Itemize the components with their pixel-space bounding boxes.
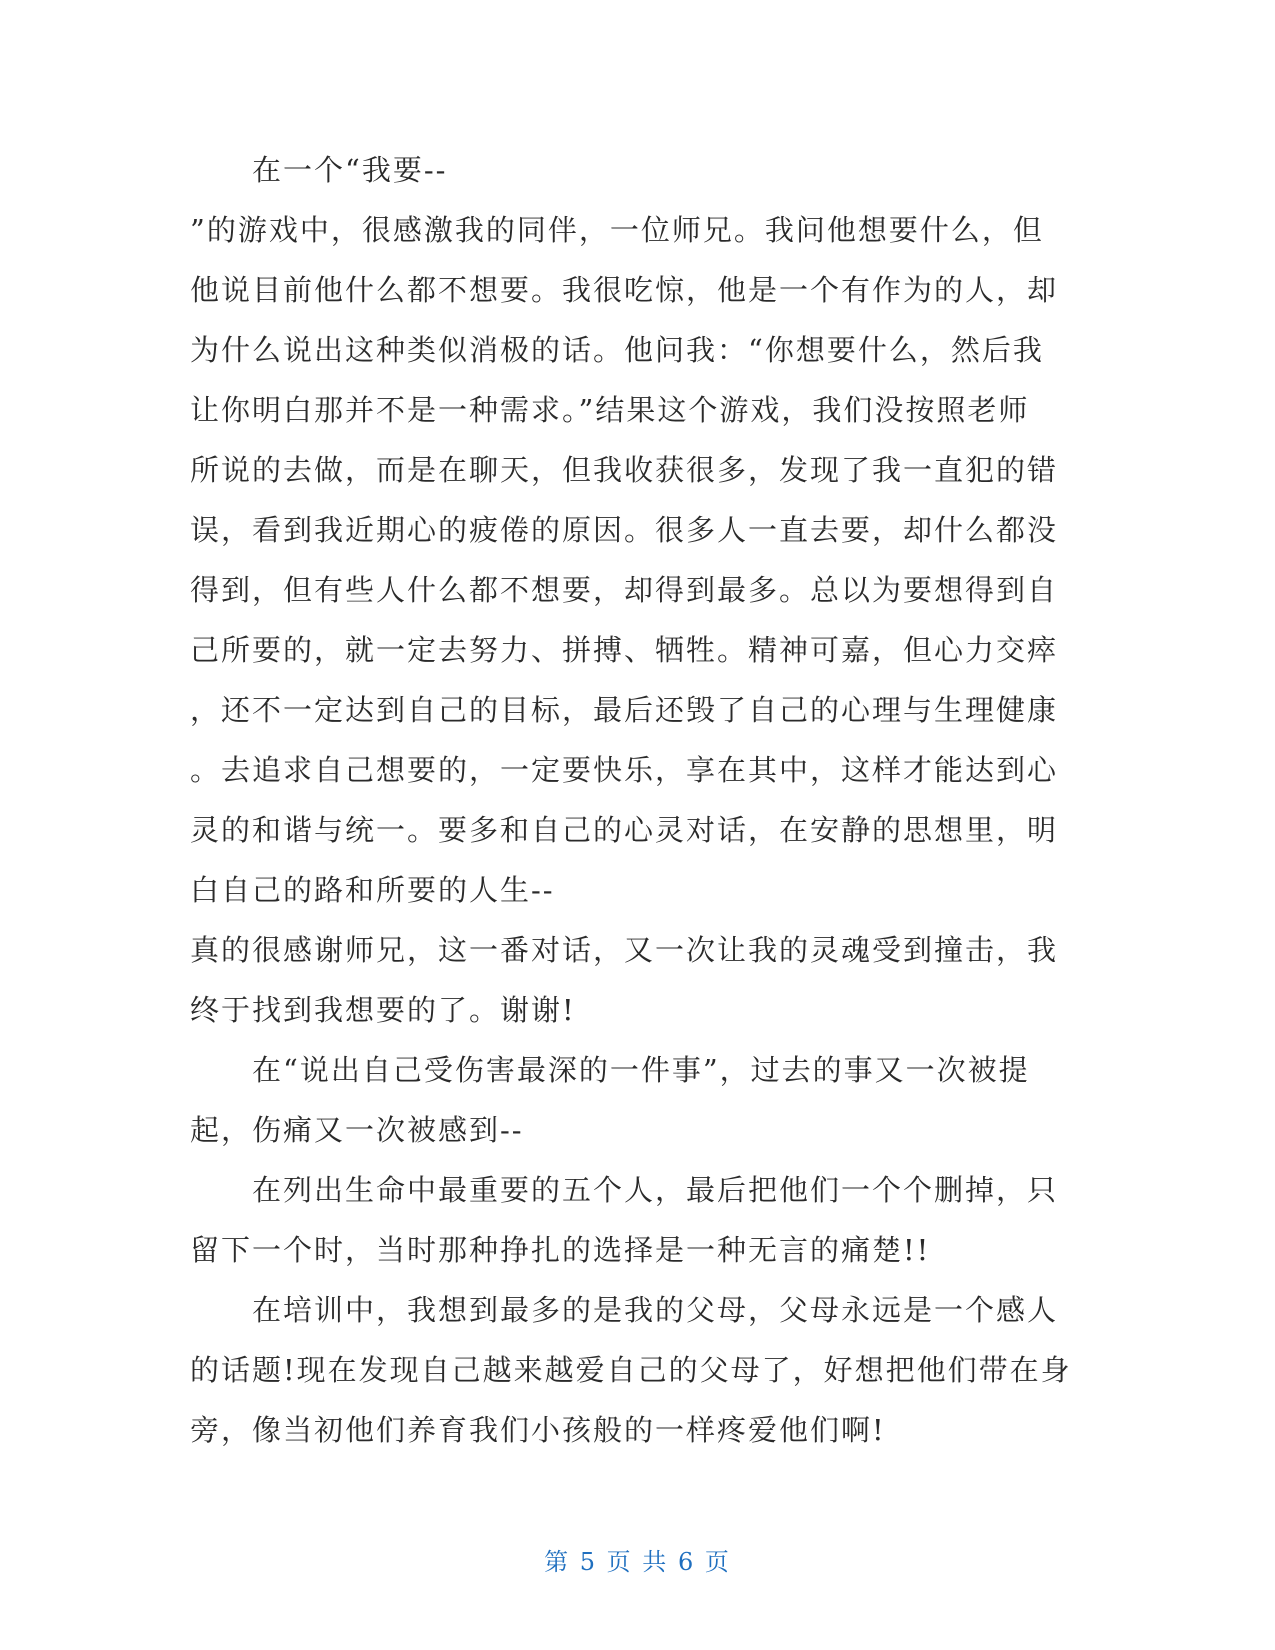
text-line: 留下一个时，当时那种挣扎的选择是一种无言的痛楚!!: [190, 1233, 931, 1267]
text-line: 他说目前他什么都不想要。我很吃惊，他是一个有作为的人，却: [190, 273, 1059, 307]
text-line: 终于找到我想要的了。谢谢!: [190, 993, 576, 1027]
document-body: [190, 140, 1070, 1460]
paragraph-1: [190, 140, 1070, 1040]
text-line: 得到，但有些人什么都不想要，却得到最多。总以为要想得到自: [190, 573, 1059, 607]
text-line: 所说的去做，而是在聊天，但我收获很多，发现了我一直犯的错: [190, 453, 1059, 487]
paragraph-2: [190, 1040, 1070, 1160]
text-line: 己所要的，就一定去努力、拼搏、牺牲。精神可嘉，但心力交瘁: [190, 633, 1059, 667]
text-line: 在一个“我要--: [252, 153, 448, 187]
text-line: 误，看到我近期心的疲倦的原因。很多人一直去要，却什么都没: [190, 513, 1059, 547]
text-line: 旁，像当初他们养育我们小孩般的一样疼爱他们啊!: [190, 1413, 886, 1447]
text-line: 真的很感谢师兄，这一番对话，又一次让我的灵魂受到撞击，我: [190, 933, 1059, 967]
paragraph-4: [190, 1280, 1070, 1460]
text-line: 起，伤痛又一次被感到--: [190, 1113, 524, 1147]
text-line: 在培训中，我想到最多的是我的父母，父母永远是一个感人: [252, 1293, 1059, 1327]
text-line: 的话题!现在发现自己越来越爱自己的父母了，好想把他们带在身: [190, 1353, 1072, 1387]
text-line: ”的游戏中，很感激我的同伴，一位师兄。我问他想要什么，但: [190, 213, 1044, 247]
text-line: 在列出生命中最重要的五个人，最后把他们一个个删掉，只: [252, 1173, 1059, 1207]
text-line: 在“说出自己受伤害最深的一件事”，过去的事又一次被提: [252, 1053, 1030, 1087]
page-number-footer: 第 5 页 共 6 页: [544, 1548, 731, 1576]
text-line: 灵的和谐与统一。要多和自己的心灵对话，在安静的思想里，明: [190, 813, 1059, 847]
text-line: 为什么说出这种类似消极的话。他问我：“你想要什么，然后我: [190, 333, 1044, 367]
paragraph-3: [190, 1160, 1070, 1280]
text-line: ，还不一定达到自己的目标，最后还毁了自己的心理与生理健康: [190, 693, 1059, 727]
text-line: 让你明白那并不是一种需求。”结果这个游戏，我们没按照老师: [190, 393, 1030, 427]
text-line: 白自己的路和所要的人生--: [190, 873, 555, 907]
text-line: 。去追求自己想要的，一定要快乐，享在其中，这样才能达到心: [190, 753, 1059, 787]
